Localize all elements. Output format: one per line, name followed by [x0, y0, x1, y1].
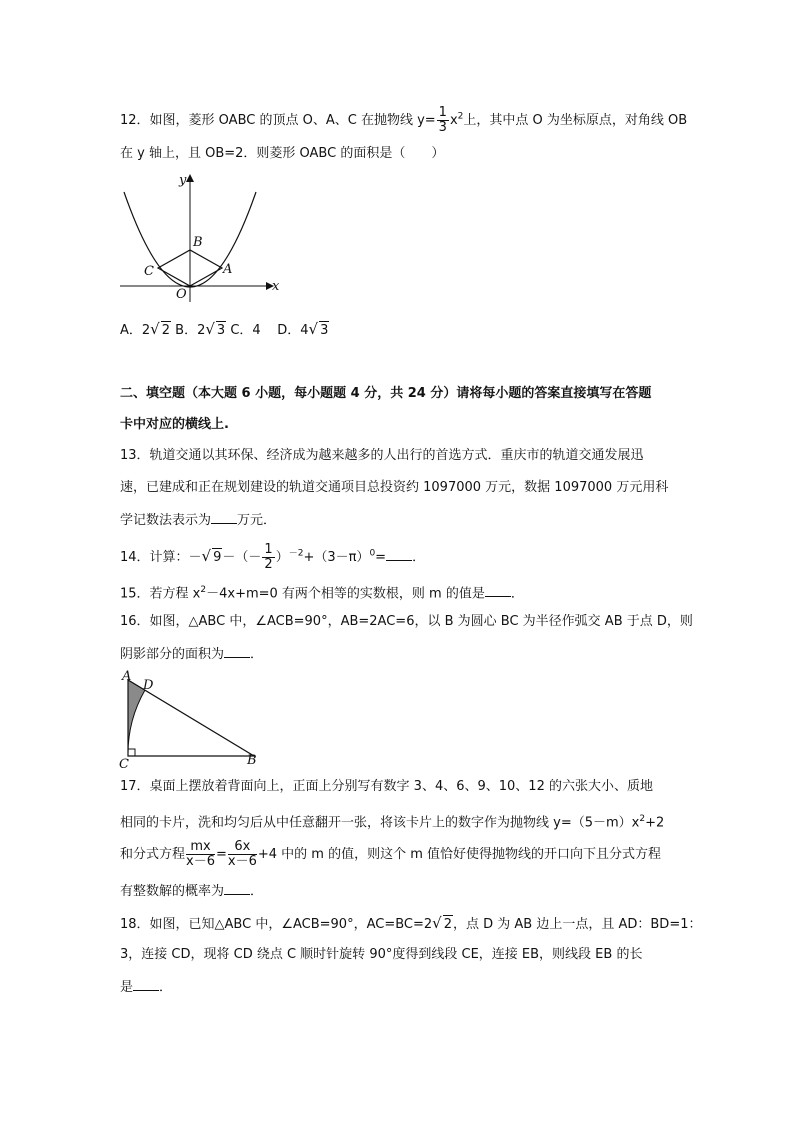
q13-text: 学记数法表示为	[120, 513, 212, 528]
label-a: A	[223, 262, 233, 277]
label-b: B	[247, 753, 257, 768]
q14-answer-blank[interactable]	[386, 548, 412, 561]
q17-f2-num: 6x	[228, 840, 257, 855]
q14-text-c: ）	[275, 550, 289, 565]
q16-triangle-figure	[116, 668, 266, 770]
q15-answer-blank[interactable]	[485, 584, 511, 597]
q17-text-d: +4 中的 m 的值，则这个 m 值恰好使得抛物线的开口向下且分式方程	[257, 847, 662, 862]
q16-text: 阴影部分的面积为	[120, 647, 225, 662]
q12-text-b: x	[449, 113, 458, 128]
label-d: D	[143, 678, 154, 693]
q16-line2	[120, 645, 263, 664]
q17-line4	[120, 882, 263, 901]
q17-answer-blank[interactable]	[224, 882, 250, 895]
q13-line1: 13．轨道交通以其环保、经济成为越来越多的人出行的首选方式．重庆市的轨道交通发展迅	[120, 448, 644, 463]
label-x: x	[272, 279, 280, 294]
q18-line1: 18．如图，已知△ABC 中，∠ACB=90°，AC=BC=2√ 2，点 D 为 AB 边上一点，且 AD：BD=1：	[120, 914, 702, 932]
q12-options: A．2√ 2 B．2√ 3 C．4 D．4√ 3	[120, 320, 329, 338]
q12-line1	[120, 106, 687, 135]
label-y: y	[179, 173, 187, 188]
q15-text-b: －4x+m=0 有两个相等的实数根，则 m 的值是	[206, 586, 485, 602]
q17-line1: 17．桌面上摆放着背面向上，正面上分别写有数字 3、4、6、9、10、12 的六张大小、质地	[120, 779, 653, 794]
q18-line3	[120, 978, 172, 997]
label-b: B	[193, 235, 203, 250]
q18-text-a: 18．如图，已知△ABC 中，∠ACB=90°，AC=BC=2	[120, 917, 433, 932]
q15-line	[120, 581, 524, 603]
right-angle-mark	[128, 749, 135, 756]
q17-f1-den: x－6	[186, 854, 215, 869]
q17-fraction2	[228, 840, 257, 869]
q18-period: ．	[159, 980, 173, 995]
q17-period: ．	[250, 884, 264, 899]
q17-fraction1	[186, 840, 215, 869]
q17-text-c: 和分式方程	[120, 847, 186, 862]
q17-exp: 2	[639, 814, 646, 824]
q12-parabola-figure	[118, 172, 288, 304]
q18-rad: 2	[443, 917, 452, 932]
q18-text-b: ，点 D 为 AB 边上一点，且 AD：BD=1：	[453, 917, 702, 932]
q14-exp1: －2	[288, 548, 304, 559]
q17-f2-den: x－6	[227, 854, 257, 869]
q12-number: 12．	[120, 113, 150, 128]
q14-fraction	[262, 543, 274, 572]
q14-frac-num: 1	[264, 542, 273, 557]
q18-line2: 3，连接 CD，现将 CD 绕点 C 顺时针旋转 90°度得到线段 CE，连接 EB，则线段 EB 的长	[120, 947, 643, 962]
q14-rad: 9	[213, 550, 222, 565]
q14-text-e: =	[375, 550, 387, 565]
q14-text-d: +（3－π）	[303, 550, 370, 565]
label-c: C	[119, 757, 129, 770]
q13-unit: 万元．	[237, 513, 277, 528]
q17-text-b: +2	[645, 815, 665, 831]
q12-option-d: D．4	[277, 323, 309, 338]
q18-answer-blank[interactable]	[133, 978, 159, 991]
q13-line3	[120, 511, 276, 530]
q12-frac-num: 1	[438, 105, 447, 120]
q16-answer-blank[interactable]	[224, 645, 250, 658]
label-c: C	[144, 264, 154, 279]
q14-text-a: 14．计算：－	[120, 550, 202, 565]
q16-period: ．	[250, 647, 264, 662]
q12-option-d-rad: 3	[320, 323, 329, 338]
q13-answer-blank[interactable]	[211, 511, 237, 524]
q12-text-a: 如图，菱形 OABC 的顶点 O、A、C 在抛物线 y=	[149, 113, 436, 128]
label-a: A	[122, 669, 132, 684]
q14-text-f: ．	[412, 550, 426, 565]
q17-line2	[120, 810, 664, 832]
q12-exp: 2	[457, 111, 464, 122]
q12-fraction	[437, 106, 449, 135]
q15-text-a: 15．若方程 x	[120, 586, 201, 602]
q17-text-e: 有整数解的概率为	[120, 884, 225, 899]
q18-text-c: 是	[120, 980, 134, 995]
q12-option-b: B．2	[175, 323, 206, 338]
q17-equals: =	[215, 847, 227, 862]
q12-text-c: 上，其中点 O 为坐标原点，对角线 OB	[463, 113, 688, 128]
q15-text-c: ．	[510, 586, 524, 602]
q12-line2: 在 y 轴上，且 OB=2．则菱形 OABC 的面积是（ ）	[120, 146, 445, 161]
q12-option-a-rad: 2	[161, 323, 171, 338]
section2-heading-line1: 二、填空题（本大题 6 小题，每小题题 4 分，共 24 分）请将每小题的答案直接填写在答题	[120, 386, 652, 401]
q14-frac-den: 2	[264, 557, 273, 572]
q12-option-a: A．2	[120, 323, 151, 338]
q14-line: 14．计算：－√ 9－（－ $\frac{1}{2}$ ）$^{-2}+(3-\pi)^0=$ ．	[120, 542, 426, 572]
q17-f1-num: mx	[186, 840, 215, 855]
q15-exp: 2	[200, 585, 207, 595]
q13-line2: 速，已建成和正在规划建设的轨道交通项目总投资约 1097000 万元，数据 1097000 万元用科	[120, 480, 669, 495]
q16-line1: 16．如图，△ABC 中，∠ACB=90°，AB=2AC=6，以 B 为圆心 BC 为半径作弧交 AB 于点 D，则	[120, 614, 693, 629]
q12-option-c: C．4	[230, 323, 261, 338]
q14-text-b: －（－	[222, 550, 262, 565]
q12-frac-den: 3	[438, 120, 447, 135]
q14-exp2: 0	[369, 548, 376, 559]
section2-heading-line2: 卡中对应的横线上.	[120, 417, 229, 432]
q17-text-a: 相同的卡片，洗和均匀后从中任意翻开一张，将该卡片上的数字作为抛物线 y=（5－m）x	[120, 815, 640, 831]
q12-option-b-rad: 3	[216, 323, 226, 338]
y-axis-arrow	[186, 174, 194, 182]
q17-line3	[120, 840, 661, 869]
label-o: O	[176, 287, 187, 302]
